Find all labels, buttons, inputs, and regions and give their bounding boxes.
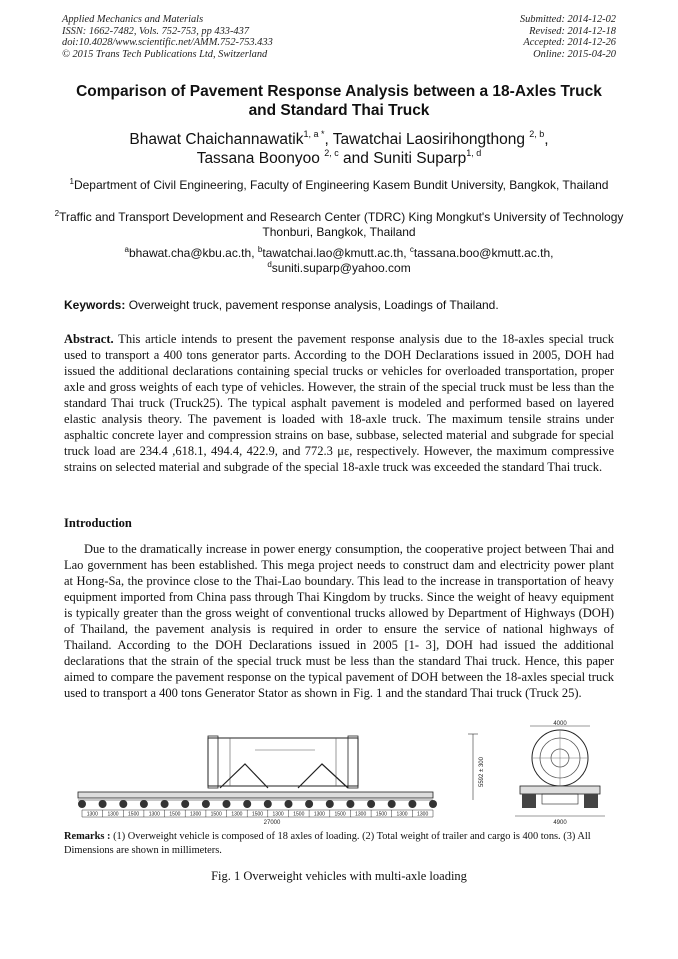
spacing-label: 1300 — [190, 811, 202, 818]
date-online: Online: 2015-04-20 — [533, 48, 616, 60]
spacing-label: 1500 — [375, 811, 387, 818]
wheel — [243, 800, 251, 808]
spacing-label: 1300 — [107, 811, 119, 818]
keywords-label: Keywords: — [64, 298, 126, 312]
axle-spacing-labels — [82, 810, 433, 818]
author-3: Tassana Boonyoo — [196, 150, 325, 167]
author-emails: $^a$bhawat.cha@kbu.ac.th, $^b$tawatchai.lao@kmutt.ac.th, $^c$tassana.boo@kmutt.ac.th, $^d$suniti.suparp@yahoo.com — [124, 245, 554, 275]
figure-remarks — [64, 830, 614, 858]
abstract-text: This article intends to present the pavement response analysis due to the 18-axles special truck used to transport a 400 tons generator parts. According to the DOH Declarations issued in 2005, DOH had issued the additional declarations containing special trucks or vehicles for overloaded transportation, proper axle and gross weights of each type of vehicles. However, the strain of the special truck must be less than the standard Thai truck (Truck25). The typical asphalt pavement is modeled and performed based on layered elastic analysis theory. The pavement is loaded with 18-axle truck. The maximum tensile strains under asphaltic concrete layer and compression strains on base, subbase, selected material and subgrade for special truck load are 234.4 ,618.1, 494.4, 422.9, and 772.3 με, respectively. However, the maximum compressive strains on selected material and subgrade of the special 18-axle truck was exceeded the standard Thai truck. — [64, 332, 614, 474]
author-1: Bhawat Chaichannawatik — [129, 131, 304, 148]
side-view — [78, 734, 485, 826]
wheel — [326, 800, 334, 808]
affiliation-1: $^1$Department of Civil Engineering, Faculty of Engineering Kasem Bundit University, Bangkok, Thailand — [69, 177, 609, 192]
spacing-label: 1300 — [313, 811, 325, 818]
wheel — [202, 800, 210, 808]
email-link[interactable]: tassana.boo@kmutt.ac.th, — [413, 246, 554, 260]
journal-name: Applied Mechanics and Materials — [62, 14, 204, 25]
wheel — [346, 800, 354, 808]
abstract-label: Abstract. — [64, 332, 114, 346]
wheel — [99, 800, 107, 808]
publication-dates — [520, 14, 616, 60]
wheel — [305, 800, 313, 808]
cargo-stator — [208, 738, 358, 786]
spacing-label: 1300 — [231, 811, 243, 818]
wheel — [119, 800, 127, 808]
journal-doi: doi:10.4028/www.scientific.net/AMM.752-753.433 — [62, 37, 273, 49]
date-revised: Revised: 2014-12-18 — [529, 25, 616, 37]
height-dimension: 5592 ± 300 — [479, 757, 485, 787]
spacing-label: 1300 — [396, 811, 408, 818]
spacing-label: 1300 — [148, 811, 160, 818]
rear-view — [515, 721, 605, 826]
paper-title — [40, 82, 638, 120]
spacing-label: 1500 — [251, 811, 264, 818]
journal-issn: ISSN: 1662-7482, Vols. 752-753, pp 433-437 — [62, 25, 250, 37]
author-4: and Suniti Suparp — [338, 150, 467, 167]
journal-copyright: © 2015 Trans Tech Publications Ltd, Switzerland — [62, 48, 268, 60]
wheel — [78, 800, 86, 808]
affiliation-2: $^2$Traffic and Transport Development and Research Center (TDRC) King Mongkut's University of Technology Thonburi, Bangkok, Thailand — [54, 209, 624, 239]
spacing-label: 1500 — [169, 811, 181, 818]
spacing-label: 1300 — [272, 811, 284, 818]
journal-info — [62, 14, 273, 60]
truck-figure — [60, 720, 616, 826]
wheel — [181, 800, 189, 808]
email-link[interactable]: bhawat.cha@kbu.ac.th, — [128, 246, 258, 260]
spacing-label: 1500 — [210, 811, 222, 818]
date-accepted: Accepted: 2014-12-26 — [523, 37, 616, 49]
wheel — [429, 800, 437, 808]
total-length: 27000 — [263, 820, 281, 826]
wheel — [264, 800, 272, 808]
author-list: Bhawat Chaichannawatik$^{1, a *}$, Tawatchai Laosirihongthong $^{2, b}$, Tassana Boonyoo $^{2, c}$ and Suniti Suparp$^{1, d}$ — [129, 129, 549, 167]
keywords — [64, 298, 616, 313]
title-line-1: Comparison of Pavement Response Analysis between a 18-Axles Truck — [76, 83, 602, 100]
spacing-label: 1500 — [334, 811, 346, 818]
section-heading: Introduction — [64, 516, 132, 530]
keywords-text: Overweight truck, pavement response analysis, Loadings of Thailand. — [125, 298, 499, 312]
trailer-deck — [78, 792, 433, 798]
remarks-label: Remarks : — [64, 831, 111, 842]
rear-top-width: 4000 — [553, 721, 567, 727]
abstract — [64, 331, 614, 475]
spacing-label: 1500 — [293, 811, 305, 818]
email-link[interactable]: tawatchai.lao@kmutt.ac.th, — [262, 246, 410, 260]
figure-caption: Fig. 1 Overweight vehicles with multi-axle loading — [211, 869, 467, 883]
wheel — [408, 800, 416, 808]
email-link[interactable]: suniti.suparp@yahoo.com — [271, 261, 411, 275]
spacing-label: 1300 — [355, 811, 367, 818]
rear-bottom-width: 4900 — [553, 820, 567, 826]
wheel — [223, 800, 231, 808]
remarks-text: (1) Overweight vehicle is composed of 18 axles of loading. (2) Total weight of trailer and cargo is 400 tons. (3) All Dimensions are shown in millimeters. — [64, 831, 591, 856]
wheel — [161, 800, 169, 808]
title-line-2: and Standard Thai Truck — [248, 102, 430, 119]
spacing-label: 1300 — [417, 811, 429, 818]
introduction-paragraph: Due to the dramatically increase in power energy consumption, the cooperative project between Thai and Lao government has been established. This mega project needs to construct dam and electricity power plant at Hong-Sa, the province close to the Thai-Lao boundary. This lead to the increase in transportation of heavy equipment imported from China pass through Thai Kingdom by trucks. Since the weight of heavy equipment is typically greater than the gross weight of conventional trucks allowed by Department of Highways (DOH) of Thailand, the pavement analysis is required in order to ensure the service of national highways of Thailand. According to the DOH Declarations issued in 2005 [1- 3], DOH had issued the additional declarations that the strain of the special truck must be less than the standard Thai truck. Hence, this paper aimed to compare the pavement response on the typical pavement of DOH between the 18-axles special truck used to transport a 400 tons Generator Stator as shown in Fig. 1 and the standard Thai truck (Truck 25). — [64, 542, 614, 700]
spacing-label: 1500 — [128, 811, 140, 818]
wheel — [367, 800, 375, 808]
author-2: , Tawatchai Laosirihongthong — [324, 131, 530, 148]
date-submitted: Submitted: 2014-12-02 — [519, 14, 616, 25]
spacing-label: 1300 — [86, 811, 98, 818]
wheel — [388, 800, 396, 808]
wheel — [285, 800, 293, 808]
wheel — [140, 800, 148, 808]
axle-wheels — [78, 800, 437, 808]
